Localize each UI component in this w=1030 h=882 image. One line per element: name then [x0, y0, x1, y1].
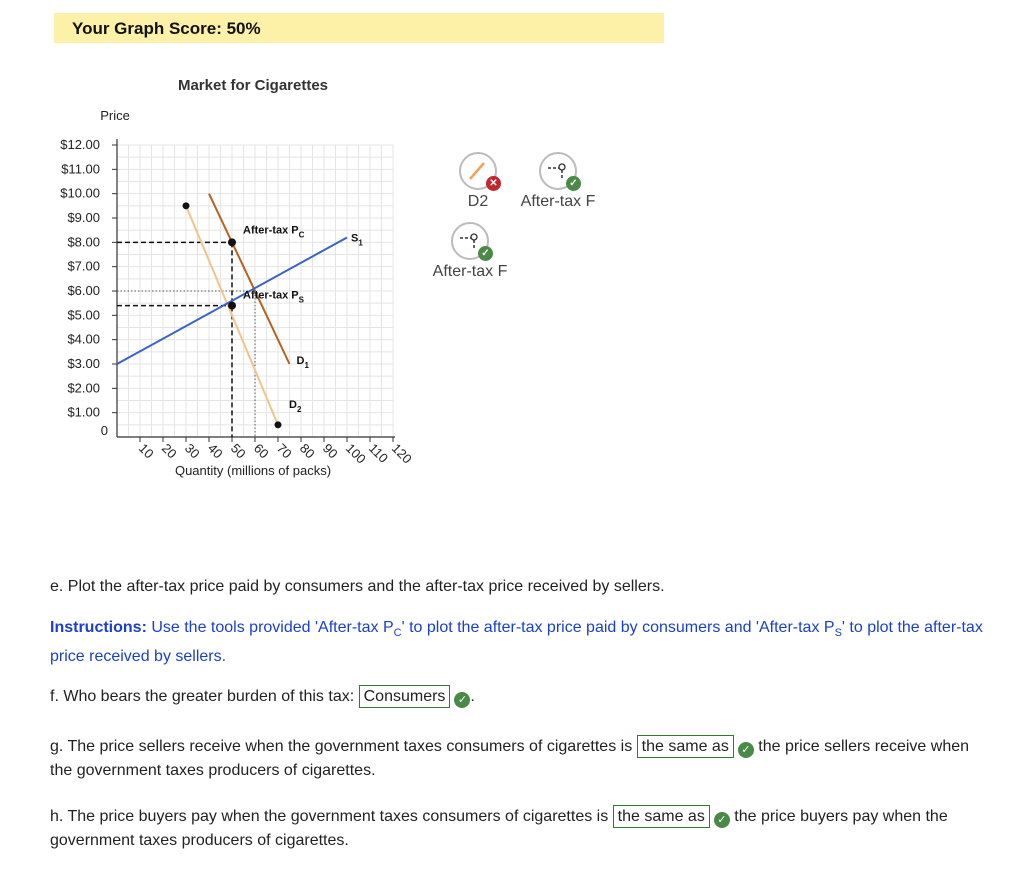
x-tick-label: 20 [158, 440, 180, 462]
curve-label-sub: 2 [296, 404, 302, 414]
curve-label-sub: 1 [358, 238, 363, 248]
question-h [50, 805, 990, 853]
curve-label-main: D [289, 398, 297, 411]
market-chart[interactable] [0, 60, 430, 500]
y-tick-label: $4.00 [67, 331, 100, 347]
d2-tool[interactable] [438, 152, 518, 211]
y-tick-label: $3.00 [67, 356, 100, 371]
x-tick-label: 10 [135, 440, 157, 462]
y-tick-label: $5.00 [67, 307, 100, 323]
x-tick-label: 90 [319, 440, 341, 462]
y-axis-label: Price [100, 108, 130, 123]
correct-check-icon: ✓ [738, 742, 754, 758]
instructions-text-c: ' to plot the after-tax price received by sellers. [50, 619, 983, 666]
line-tool-icon [459, 152, 497, 190]
x-axis-label: Quantity (millions of packs) [174, 463, 332, 478]
curve-label-d2 [289, 399, 302, 414]
burden-answer-select[interactable]: Consumers [359, 685, 451, 708]
incorrect-icon: ✕ [486, 176, 501, 191]
curve-label-main: D [296, 355, 305, 367]
correct-icon: ✓ [478, 246, 493, 261]
y-tick-label: $6.00 [67, 283, 100, 298]
x-tick-label: 60 [250, 440, 272, 462]
y-tick-label: $10.00 [60, 185, 100, 201]
curve-label-main: S [351, 232, 359, 245]
correct-icon: ✓ [566, 176, 581, 191]
curve-label-sub: 1 [304, 361, 309, 370]
instructions [50, 616, 990, 669]
x-tick-label: 50 [227, 440, 249, 462]
y-tick-label: $1.00 [67, 404, 100, 420]
graph-score-banner [54, 13, 664, 43]
after-tax-pc-tool[interactable] [508, 152, 608, 211]
y-tick-label: 0 [100, 423, 108, 438]
after-tax-point-label [243, 290, 305, 305]
x-tick-label: 30 [181, 440, 203, 462]
question-e: e. Plot the after-tax price paid by consumers and the after-tax price received by sellers. [50, 578, 665, 595]
y-tick-label: $11.00 [61, 161, 100, 177]
tool-label: After-tax F [520, 193, 596, 210]
x-tick-label: 120 [388, 440, 415, 467]
x-tick-label: 80 [296, 440, 318, 462]
x-tick-label: 110 [365, 440, 392, 466]
x-tick-label: 100 [342, 440, 369, 467]
curve-label-d1 [297, 355, 310, 370]
point-tool-icon [451, 222, 489, 260]
instructions-text-a: Use the tools provided 'After-tax P [146, 619, 394, 636]
after-tax-point [228, 238, 236, 246]
after-tax-ps-tool[interactable] [420, 222, 520, 281]
point-label-main: After-tax P [243, 224, 299, 237]
curve-label-s1 [351, 232, 363, 247]
y-tick-label: $2.00 [67, 380, 100, 396]
instructions-text-b: ' to plot the after-tax price paid by consumers and 'After-tax P [401, 619, 835, 636]
curve-group [117, 194, 363, 425]
after-tax-point-label [243, 224, 305, 239]
y-tick-label: $12.00 [60, 137, 100, 152]
tool-label: D2 [467, 193, 489, 210]
seller-price-answer-select[interactable]: the same as [637, 735, 734, 758]
point-label-sub: C [298, 230, 305, 240]
instructions-sub-s: S [834, 627, 842, 640]
chart-title: Market for Cigarettes [177, 77, 329, 94]
y-tick-label: $7.00 [67, 258, 100, 274]
point-tool-icon [539, 152, 577, 190]
graph-score-text: Your Graph Score: 50% [72, 19, 261, 38]
chart-axes [60, 137, 415, 466]
question-g-text: g. The price sellers receive when the government taxes consumers of cigarettes is [50, 738, 637, 755]
after-tax-point [228, 302, 236, 310]
y-tick-label: $8.00 [67, 234, 100, 250]
correct-check-icon: ✓ [454, 692, 470, 708]
point-label-main: After-tax P [243, 289, 299, 302]
question-f-text: f. Who bears the greater burden of this tax: [50, 688, 359, 705]
x-tick-label: 40 [204, 440, 226, 462]
instructions-label: Instructions: [50, 619, 147, 636]
question-f-end: . [470, 688, 475, 705]
question-g-end: the price sellers receive when the government taxes producers of cigarettes. [50, 738, 970, 779]
point-label-sub: S [298, 295, 304, 305]
x-tick-label: 70 [273, 440, 295, 462]
question-g [50, 735, 990, 783]
question-h-text: h. The price buyers pay when the government taxes consumers of cigarettes is [50, 808, 613, 825]
curve-endpoint [183, 202, 190, 209]
y-tick-label: $9.00 [67, 210, 100, 225]
instructions-sub-c: C [393, 627, 402, 640]
tool-label: After-tax F [432, 263, 508, 280]
buyer-price-answer-select[interactable]: the same as [613, 805, 710, 828]
question-f [50, 685, 990, 709]
curve-endpoint [275, 421, 282, 428]
correct-check-icon: ✓ [714, 812, 730, 828]
question-h-end: the price buyers pay when the government taxes producers of cigarettes. [50, 808, 948, 849]
